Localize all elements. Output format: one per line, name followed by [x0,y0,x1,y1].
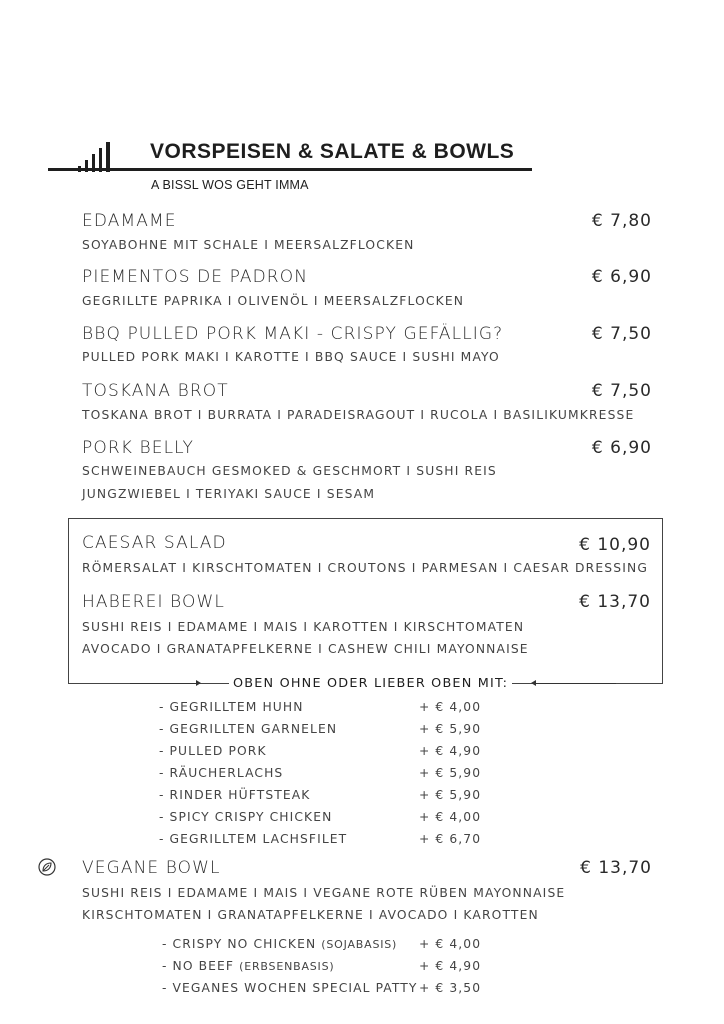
item-price: € 7,50 [591,381,652,401]
item-description: SUSHI REIS I EDAMAME I MAIS I KAROTTEN I KIRSCHTOMATEN [82,620,525,634]
topping-name: - GEGRILLTEM HUHN [159,700,304,714]
vegan-topping-name: - NO BEEF [162,959,235,973]
section-subtitle: A BISSL WOS GEHT IMMA [151,178,309,192]
item-description: SCHWEINEBAUCH GESMOKED & GESCHMORT I SUSHI REIS [82,464,497,478]
item-name: TOSKANA BROT [82,381,229,401]
item-description: SOYABOHNE MIT SCHALE I MEERSALZFLOCKEN [82,238,415,252]
vegan-topping-price: + € 4,00 [419,937,482,951]
topping-price: + € 5,90 [419,722,482,736]
vegan-leaf-icon [38,858,56,876]
item-description: RÖMERSALAT I KIRSCHTOMATEN I CROUTONS I PARMESAN I CAESAR DRESSING [82,561,649,575]
item-price: € 6,90 [591,438,652,458]
vegan-topping-price: + € 4,90 [419,959,482,973]
right-pointing-arrow-icon [196,680,201,686]
item-description: PULLED PORK MAKI I KAROTTE I BBQ SAUCE I SUSHI MAYO [82,350,500,364]
topping-name: - PULLED PORK [159,744,267,758]
topping-price: + € 4,90 [419,744,482,758]
topping-price: + € 4,00 [419,810,482,824]
section-title: VORSPEISEN & SALATE & BOWLS [150,140,515,163]
vegan-topping-name: - CRISPY NO CHICKEN [162,937,317,951]
item-price: € 6,90 [591,267,652,287]
topping-name: - SPICY CRISPY CHICKEN [159,810,333,824]
item-description: AVOCADO I GRANATAPFELKERNE I CASHEW CHILI MAYONNAISE [82,642,529,656]
vegan-topping [162,937,397,951]
topping-name: - GEGRILLTEM LACHSFILET [159,832,348,846]
topping-price: + € 6,70 [419,832,482,846]
topping-name: - RINDER HÜFTSTEAK [159,788,311,802]
bar-chart-logo-icon [48,138,118,172]
left-arrow-line [130,683,196,684]
right-arrow-line [536,683,616,684]
vegan-topping [162,981,417,995]
item-name: BBQ PULLED PORK MAKI - CRISPY GEFÄLLIG? [82,324,504,344]
item-name: CAESAR SALAD [82,533,227,553]
item-description: TOSKANA BROT I BURRATA I PARADEISRAGOUT I RUCOLA I BASILIKUMKRESSE [82,408,635,422]
vegan-topping-price: + € 3,50 [419,981,482,995]
topping-price: + € 5,90 [419,766,482,780]
item-description: KIRSCHTOMATEN I GRANATAPFELKERNE I AVOCADO I KAROTTEN [82,908,539,922]
topping-price: + € 5,90 [419,788,482,802]
item-name: VEGANE BOWL [82,858,221,878]
item-description: GEGRILLTE PAPRIKA I OLIVENÖL I MEERSALZFLOCKEN [82,294,465,308]
item-price: € 13,70 [579,592,651,612]
item-description: SUSHI REIS I EDAMAME I MAIS I VEGANE ROTE RÜBEN MAYONNAISE [82,886,566,900]
topping-name: - RÄUCHERLACHS [159,766,284,780]
item-name: PORK BELLY [82,438,194,458]
vegan-topping [162,959,334,973]
item-description: JUNGZWIEBEL I TERIYAKI SAUCE I SESAM [82,487,376,501]
item-price: € 7,80 [591,211,652,231]
toppings-heading: OBEN OHNE ODER LIEBER OBEN MIT: [229,676,512,691]
item-price: € 13,70 [580,858,652,878]
item-price: € 10,90 [579,535,651,555]
vegan-topping-note: (SOJABASIS) [321,938,398,951]
item-name: PIEMENTOS DE PADRON [82,267,309,287]
item-price: € 7,50 [591,324,652,344]
item-name: HABEREI BOWL [82,592,225,612]
topping-price: + € 4,00 [419,700,482,714]
topping-name: - GEGRILLTEN GARNELEN [159,722,338,736]
vegan-topping-name: - VEGANES WOCHEN SPECIAL PATTY [162,981,418,995]
header-rule [48,168,532,171]
vegan-topping-note: (ERBSENBASIS) [239,960,335,973]
item-name: EDAMAME [82,211,177,231]
